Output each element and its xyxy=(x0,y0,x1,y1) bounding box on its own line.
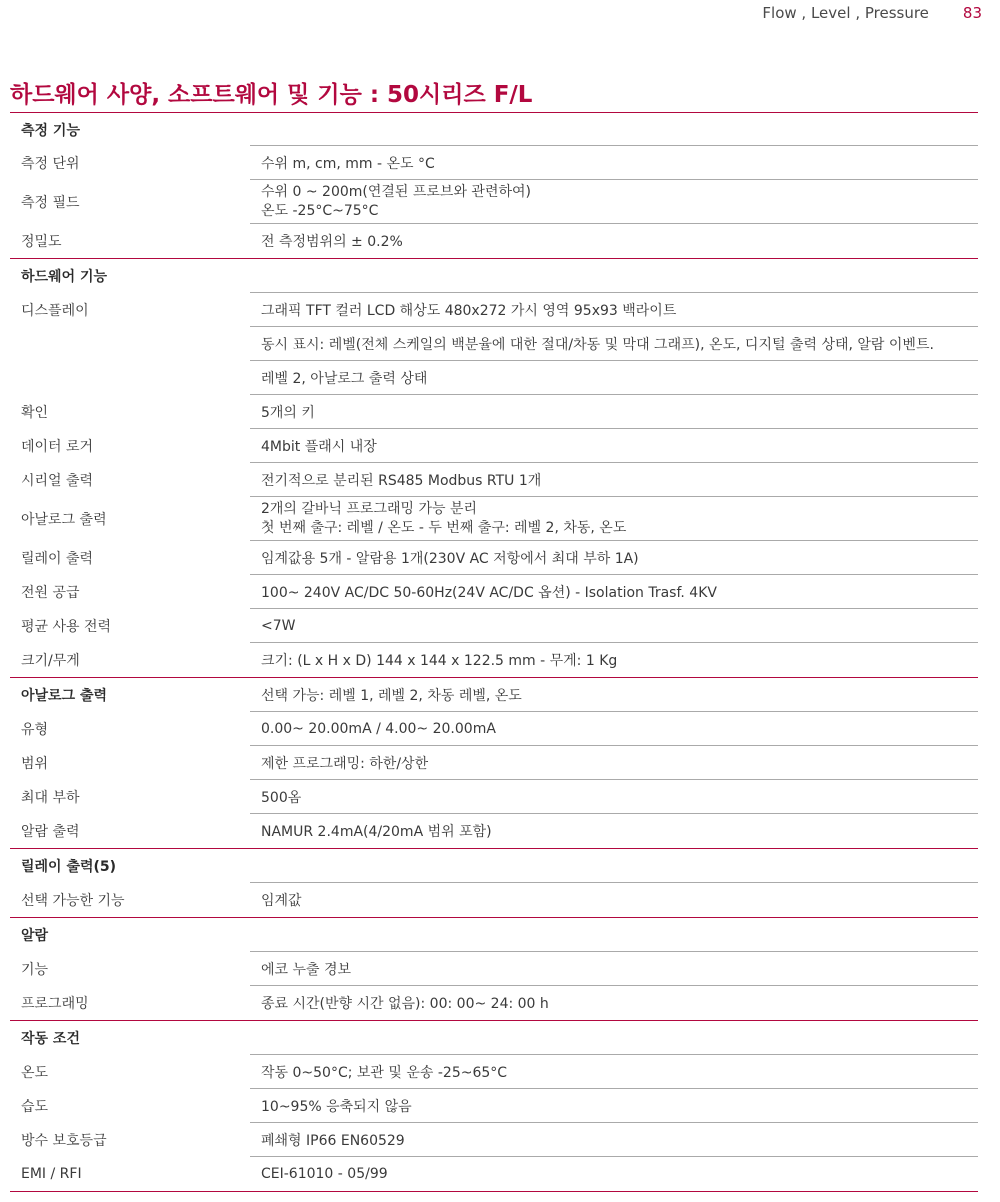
spec-label: 데이터 로거 xyxy=(21,439,94,455)
spec-value-text: 100~ 240V AC/DC 50-60Hz(24V AC/DC 옵션) - Isolation Trasf. 4KV xyxy=(261,584,717,601)
spec-row xyxy=(10,1123,978,1157)
spec-row xyxy=(10,609,978,643)
spec-row xyxy=(10,746,978,780)
spec-value-text: 에코 누출 경보 xyxy=(261,961,352,978)
spec-value-text: 선택 가능: 레벨 1, 레벨 2, 차동 레벨, 온도 xyxy=(261,687,522,704)
section-title: 측정 기능 xyxy=(21,122,80,139)
spec-value xyxy=(250,814,978,848)
spec-value-line: 온도 -25°C~75°C xyxy=(261,202,379,219)
section-header-row xyxy=(10,849,978,883)
spec-row xyxy=(10,883,978,918)
section-header-row xyxy=(10,259,978,293)
spec-value xyxy=(250,643,978,677)
section-header-row xyxy=(10,1021,978,1055)
spec-label: 아날로그 출력 xyxy=(21,512,107,528)
spec-label: 릴레이 출력 xyxy=(21,551,94,567)
spec-value xyxy=(250,146,978,180)
spec-value-text: 임계값 xyxy=(261,893,302,909)
spec-row xyxy=(10,952,978,986)
spec-row xyxy=(10,541,978,575)
spec-value-text: 동시 표시: 레벨(전체 스케일의 백분율에 대한 절대/차동 및 막대 그래프), 온도, 디지털 출력 상태, 알람 이벤트. xyxy=(261,336,934,353)
spec-label: 디스플레이 xyxy=(21,303,89,319)
spec-label: 측정 필드 xyxy=(21,195,80,211)
spec-row xyxy=(10,643,978,678)
spec-value-text: 전기적으로 분리된 RS485 Modbus RTU 1개 xyxy=(261,472,542,489)
spec-label: 온도 xyxy=(21,1065,49,1081)
spec-value-text: 10~95% 응축되지 않음 xyxy=(261,1098,412,1115)
spec-value xyxy=(250,1157,978,1191)
section-title: 하드웨어 기능 xyxy=(21,269,108,285)
spec-label: 선택 가능한 기능 xyxy=(21,893,125,909)
spec-table xyxy=(10,112,978,1192)
spec-value xyxy=(250,113,978,146)
spec-value-text: 5개의 키 xyxy=(261,404,315,421)
spec-value xyxy=(250,780,978,814)
spec-value-text: 4Mbit 플래시 내장 xyxy=(261,438,377,455)
spec-label: EMI / RFI xyxy=(21,1166,82,1182)
spec-label: 프로그래밍 xyxy=(21,996,89,1012)
spec-value xyxy=(250,327,978,361)
spec-row xyxy=(10,429,978,463)
spec-value-text: NAMUR 2.4mA(4/20mA 범위 포함) xyxy=(261,824,492,840)
spec-row xyxy=(10,293,978,327)
spec-value-text: 작동 0~50°C; 보관 및 운송 -25~65°C xyxy=(261,1064,508,1081)
spec-label: 범위 xyxy=(21,756,49,772)
spec-value-lines xyxy=(261,183,531,221)
section-title: 알람 xyxy=(21,928,49,944)
spec-row xyxy=(10,1157,978,1192)
spec-value xyxy=(250,429,978,463)
spec-row xyxy=(10,395,978,429)
spec-row xyxy=(10,146,978,180)
spec-value-text: 전 측정범위의 ± 0.2% xyxy=(261,234,403,250)
spec-value-text: 0.00~ 20.00mA / 4.00~ 20.00mA xyxy=(261,720,496,737)
spec-value xyxy=(250,1123,978,1157)
section-title: 릴레이 출력(5) xyxy=(21,859,117,875)
spec-value-text: 임계값용 5개 - 알람용 1개(230V AC 저항에서 최대 부하 1A) xyxy=(261,550,639,567)
spec-row xyxy=(10,497,978,541)
spec-row xyxy=(10,327,978,361)
spec-value xyxy=(250,986,978,1020)
spec-value-text: 제한 프로그래밍: 하한/상한 xyxy=(261,755,429,772)
spec-label: 크기/무게 xyxy=(21,653,80,669)
spec-value xyxy=(250,575,978,609)
spec-value xyxy=(250,1021,978,1055)
spec-label: 평균 사용 전력 xyxy=(21,619,112,635)
spec-value xyxy=(250,918,978,952)
spec-value xyxy=(250,1055,978,1089)
spec-label: 기능 xyxy=(21,962,49,978)
spec-value xyxy=(250,293,978,327)
spec-row xyxy=(10,361,978,395)
spec-value-text: <7W xyxy=(261,617,296,634)
spec-label: 시리얼 출력 xyxy=(21,473,94,489)
spec-value-line: 2개의 갈바닉 프로그래밍 가능 분리 xyxy=(261,500,478,517)
page-number: 83 xyxy=(962,4,982,22)
spec-row xyxy=(10,180,978,224)
spec-label: 측정 단위 xyxy=(21,156,80,172)
spec-value xyxy=(250,259,978,293)
spec-value xyxy=(250,678,978,712)
spec-value xyxy=(250,541,978,575)
spec-value-text: CEI-61010 - 05/99 xyxy=(261,1166,388,1182)
spec-row xyxy=(10,224,978,259)
spec-row xyxy=(10,986,978,1021)
spec-value xyxy=(250,463,978,497)
spec-value xyxy=(250,497,978,541)
spec-label: 유형 xyxy=(21,722,49,738)
spec-value-line: 수위 0 ~ 200m(연결된 프로브와 관련하여) xyxy=(261,183,531,200)
spec-row xyxy=(10,463,978,497)
spec-label: 알람 출력 xyxy=(21,824,80,840)
spec-value-text: 레벨 2, 아날로그 출력 상태 xyxy=(261,370,428,387)
spec-label: 습도 xyxy=(21,1099,49,1115)
spec-row xyxy=(10,575,978,609)
spec-label: 정밀도 xyxy=(21,234,62,250)
spec-value-text: 그래픽 TFT 컬러 LCD 해상도 480x272 가시 영역 95x93 백라이트 xyxy=(261,302,677,319)
spec-value xyxy=(250,180,978,224)
spec-value xyxy=(250,224,978,258)
spec-row xyxy=(10,712,978,746)
section-header-row xyxy=(10,678,978,712)
spec-label: 방수 보호등급 xyxy=(21,1133,107,1149)
section-header-row xyxy=(10,113,978,146)
spec-value-text: 폐쇄형 IP66 EN60529 xyxy=(261,1132,405,1149)
section-title: 작동 조건 xyxy=(21,1031,80,1047)
page-header xyxy=(762,0,982,26)
spec-value xyxy=(250,712,978,746)
spec-value-text: 500옴 xyxy=(261,789,302,806)
spec-label: 전원 공급 xyxy=(21,585,80,601)
spec-value-text: 종료 시간(반향 시간 없음): 00: 00~ 24: 00 h xyxy=(261,996,549,1012)
spec-value xyxy=(250,395,978,429)
spec-row xyxy=(10,780,978,814)
spec-value xyxy=(250,849,978,883)
spec-value xyxy=(250,361,978,395)
spec-value xyxy=(250,609,978,643)
section-title: 아날로그 출력 xyxy=(21,688,108,704)
spec-label: 확인 xyxy=(21,405,49,421)
spec-row xyxy=(10,814,978,849)
spec-value-text: 수위 m, cm, mm - 온도 °C xyxy=(261,155,435,172)
spec-value-text: 크기: (L x H x D) 144 x 144 x 122.5 mm - 무게: 1 Kg xyxy=(261,653,618,669)
spec-value-line: 첫 번째 출구: 레벨 / 온도 - 두 번째 출구: 레벨 2, 차동, 온도 xyxy=(261,519,627,536)
header-text: Flow , Level , Pressure xyxy=(762,4,929,22)
spec-label: 최대 부하 xyxy=(21,790,80,806)
spec-row xyxy=(10,1055,978,1089)
spec-value xyxy=(250,952,978,986)
spec-row xyxy=(10,1089,978,1123)
spec-value xyxy=(250,1089,978,1123)
spec-value xyxy=(250,746,978,780)
page-title: 하드웨어 사양, 소프트웨어 및 기능 : 50시리즈 F/L xyxy=(10,82,533,108)
spec-value-lines xyxy=(261,500,626,538)
spec-value xyxy=(250,883,978,917)
section-header-row xyxy=(10,918,978,952)
